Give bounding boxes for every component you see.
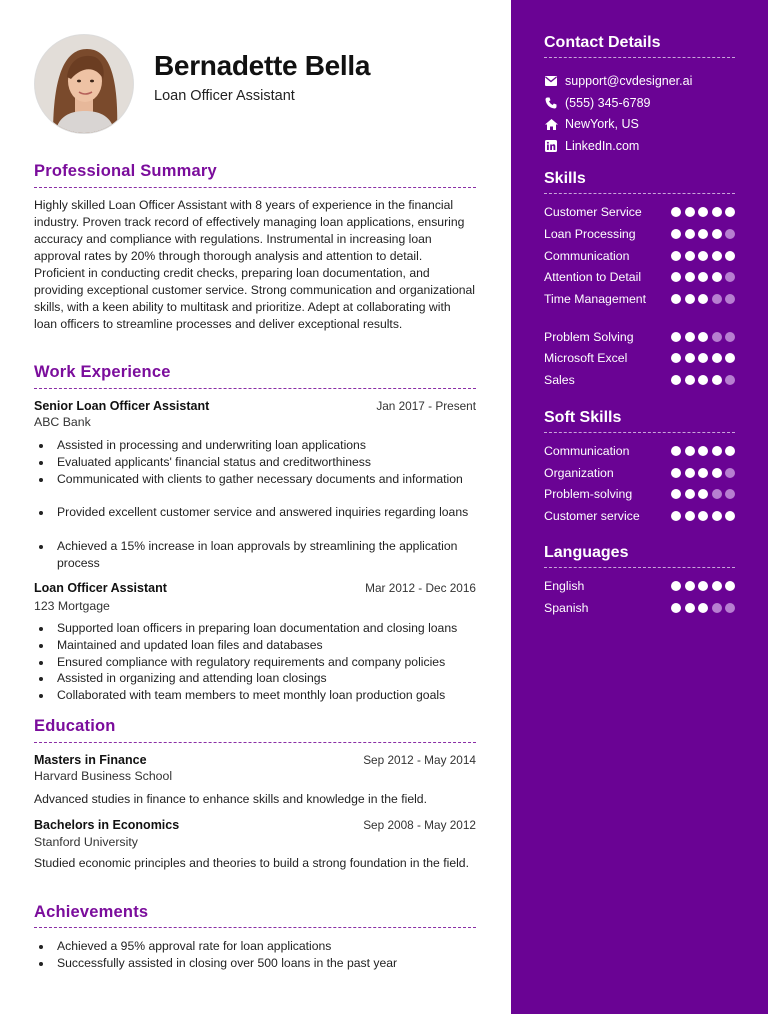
soft-skill-rating [671, 446, 735, 456]
rating-dot-filled [685, 332, 695, 342]
rating-dot-filled [712, 229, 722, 239]
skill-rating [671, 375, 735, 385]
profile-photo [35, 35, 134, 134]
degree-title: Masters in Finance [34, 753, 147, 767]
rating-dot-filled [698, 511, 708, 521]
soft-skill-rating [671, 468, 735, 478]
job-title: Loan Officer Assistant [34, 581, 167, 595]
rating-dot-empty [725, 489, 735, 499]
rating-dot-filled [698, 489, 708, 499]
skill-name: Microsoft Excel [544, 351, 628, 365]
contact-heading: Contact Details [544, 34, 661, 51]
achievements-list [57, 938, 477, 972]
degree-description: Studied economic principles and theories to build a strong foundation in the field. [34, 856, 469, 870]
rating-dot-filled [712, 251, 722, 261]
rating-dot-empty [725, 294, 735, 304]
job-dates: Jan 2017 - Present [376, 399, 476, 413]
contact-location [544, 115, 744, 133]
language-rating [671, 581, 735, 591]
job-bullets [57, 620, 477, 704]
skill-rating [671, 294, 735, 304]
skill-rating [671, 332, 735, 342]
skill-rating [671, 207, 735, 217]
rating-dot-filled [712, 375, 722, 385]
rating-dot-filled [698, 603, 708, 613]
soft-skills-divider [544, 432, 735, 433]
languages-heading: Languages [544, 544, 629, 561]
rating-dot-empty [725, 375, 735, 385]
rating-dot-filled [671, 294, 681, 304]
rating-dot-filled [698, 272, 708, 282]
rating-dot-filled [685, 272, 695, 282]
rating-dot-empty [725, 468, 735, 478]
sidebar [511, 0, 768, 1014]
rating-dot-filled [698, 332, 708, 342]
avatar [34, 34, 134, 134]
rating-dot-filled [671, 603, 681, 613]
rating-dot-filled [725, 207, 735, 217]
rating-dot-filled [671, 251, 681, 261]
summary-text: Highly skilled Loan Officer Assistant with 8 years of experience in the financial industry. Proven track record of effectively managing loan applications, ensuring accuracy and compliance with regulations. Instrumental in increasing loan approval rates by 20% through thorough analysis and attention to detail. Proficient in conducting credit checks, preparing loan documentation, and providing exceptional customer service. Strong communication and organizational skills, with a keen ability to multitask and prioritize. Adept at collaborating with loan officers to streamline processes and deliver exceptional results. [34, 198, 476, 331]
school-name: Harvard Business School [34, 769, 173, 783]
list-item: Evaluated applicants' financial status and creditworthiness [57, 454, 477, 471]
experience-divider [34, 388, 476, 389]
skill-row [544, 350, 735, 366]
skill-name: Customer Service [544, 205, 642, 219]
rating-dot-filled [685, 468, 695, 478]
skill-row [544, 204, 735, 220]
list-item: Communicated with clients to gather necessary documents and information [57, 471, 477, 488]
rating-dot-filled [698, 294, 708, 304]
language-row [544, 600, 735, 616]
skill-name: Problem Solving [544, 330, 634, 344]
soft-skill-name: Problem-solving [544, 487, 633, 501]
rating-dot-filled [712, 468, 722, 478]
soft-skill-row [544, 486, 735, 502]
contact-divider [544, 57, 735, 58]
contact-linkedin[interactable] [544, 137, 744, 155]
rating-dot-filled [685, 353, 695, 363]
rating-dot-empty [725, 272, 735, 282]
skill-row [544, 329, 735, 345]
skill-row [544, 248, 735, 264]
language-rating [671, 603, 735, 613]
rating-dot-filled [685, 375, 695, 385]
achievements-divider [34, 927, 476, 928]
rating-dot-filled [685, 446, 695, 456]
job-dates: Mar 2012 - Dec 2016 [365, 581, 476, 595]
job-company: ABC Bank [34, 415, 91, 429]
phone-icon [544, 96, 558, 110]
rating-dot-filled [698, 581, 708, 591]
rating-dot-filled [671, 332, 681, 342]
rating-dot-filled [685, 294, 695, 304]
rating-dot-filled [685, 207, 695, 217]
rating-dot-filled [712, 581, 722, 591]
rating-dot-filled [698, 207, 708, 217]
candidate-name: Bernadette Bella [154, 50, 371, 81]
school-name: Stanford University [34, 835, 138, 849]
rating-dot-filled [698, 353, 708, 363]
languages-divider [544, 567, 735, 568]
achievements-heading: Achievements [34, 903, 149, 921]
list-item: Successfully assisted in closing over 500 loans in the past year [57, 955, 477, 972]
soft-skill-rating [671, 511, 735, 521]
skill-row [544, 291, 735, 307]
language-name: English [544, 579, 585, 593]
rating-dot-filled [671, 272, 681, 282]
rating-dot-filled [712, 446, 722, 456]
rating-dot-filled [671, 446, 681, 456]
email-text: support@cvdesigner.ai [565, 74, 693, 88]
rating-dot-filled [671, 229, 681, 239]
rating-dot-filled [712, 272, 722, 282]
contact-phone[interactable] [544, 94, 744, 112]
skill-row [544, 269, 735, 285]
home-icon [544, 117, 558, 131]
list-item: Collaborated with team members to meet monthly loan production goals [57, 687, 477, 704]
rating-dot-filled [698, 446, 708, 456]
soft-skill-name: Organization [544, 466, 614, 480]
rating-dot-filled [725, 353, 735, 363]
skill-name: Time Management [544, 292, 647, 306]
rating-dot-filled [685, 511, 695, 521]
skill-name: Attention to Detail [544, 270, 642, 284]
list-item: Supported loan officers in preparing loan documentation and closing loans [57, 620, 477, 637]
job-title: Senior Loan Officer Assistant [34, 399, 210, 413]
soft-skill-name: Customer service [544, 509, 640, 523]
rating-dot-filled [725, 581, 735, 591]
experience-heading: Work Experience [34, 363, 171, 381]
rating-dot-filled [685, 603, 695, 613]
rating-dot-filled [698, 251, 708, 261]
soft-skills-heading: Soft Skills [544, 409, 622, 426]
education-heading: Education [34, 717, 116, 735]
rating-dot-filled [725, 446, 735, 456]
skills-divider [544, 193, 735, 194]
list-item: Achieved a 95% approval rate for loan applications [57, 938, 477, 955]
soft-skill-rating [671, 489, 735, 499]
rating-dot-filled [712, 207, 722, 217]
rating-dot-filled [698, 468, 708, 478]
phone-text: (555) 345-6789 [565, 96, 651, 110]
rating-dot-filled [725, 251, 735, 261]
job-company: 123 Mortgage [34, 599, 110, 613]
degree-dates: Sep 2012 - May 2014 [363, 753, 476, 767]
skills-heading: Skills [544, 170, 586, 187]
rating-dot-empty [725, 603, 735, 613]
education-divider [34, 742, 476, 743]
summary-divider [34, 187, 476, 188]
location-text: NewYork, US [565, 117, 639, 131]
list-item: Assisted in organizing and attending loan closings [57, 670, 477, 687]
list-item: Assisted in processing and underwriting loan applications [57, 437, 477, 454]
rating-dot-filled [685, 489, 695, 499]
soft-skill-row [544, 443, 735, 459]
rating-dot-filled [698, 229, 708, 239]
contact-email[interactable] [544, 72, 744, 90]
skill-rating [671, 229, 735, 239]
rating-dot-filled [698, 375, 708, 385]
rating-dot-filled [671, 489, 681, 499]
candidate-role: Loan Officer Assistant [154, 88, 295, 104]
degree-dates: Sep 2008 - May 2012 [363, 818, 476, 832]
skill-rating [671, 353, 735, 363]
rating-dot-filled [712, 511, 722, 521]
rating-dot-filled [671, 468, 681, 478]
job-bullets [57, 437, 477, 572]
skill-rating [671, 272, 735, 282]
rating-dot-filled [671, 207, 681, 217]
linkedin-text: LinkedIn.com [565, 139, 640, 153]
degree-description: Advanced studies in finance to enhance skills and knowledge in the field. [34, 792, 427, 806]
list-item: Ensured compliance with regulatory requirements and company policies [57, 654, 477, 671]
soft-skill-row [544, 465, 735, 481]
language-name: Spanish [544, 601, 589, 615]
list-item: Maintained and updated loan files and databases [57, 637, 477, 654]
rating-dot-filled [671, 353, 681, 363]
rating-dot-filled [685, 229, 695, 239]
skill-name: Loan Processing [544, 227, 636, 241]
rating-dot-empty [712, 294, 722, 304]
degree-title: Bachelors in Economics [34, 818, 180, 832]
rating-dot-empty [712, 603, 722, 613]
rating-dot-filled [725, 511, 735, 521]
rating-dot-filled [712, 353, 722, 363]
soft-skill-row [544, 508, 735, 524]
list-item: Provided excellent customer service and answered inquiries regarding loans [57, 504, 477, 521]
language-row [544, 578, 735, 594]
list-item: Achieved a 15% increase in loan approvals by streamlining the application process [57, 538, 477, 572]
rating-dot-empty [712, 489, 722, 499]
skill-row [544, 226, 735, 242]
linkedin-icon [544, 139, 558, 153]
rating-dot-empty [725, 332, 735, 342]
skill-row [544, 372, 735, 388]
rating-dot-filled [671, 581, 681, 591]
soft-skill-name: Communication [544, 444, 630, 458]
rating-dot-filled [671, 511, 681, 521]
rating-dot-filled [671, 375, 681, 385]
rating-dot-empty [712, 332, 722, 342]
skill-name: Communication [544, 249, 630, 263]
summary-heading: Professional Summary [34, 162, 217, 180]
rating-dot-filled [685, 251, 695, 261]
rating-dot-filled [685, 581, 695, 591]
envelope-icon [544, 74, 558, 88]
skill-rating [671, 251, 735, 261]
skill-name: Sales [544, 373, 575, 387]
rating-dot-empty [725, 229, 735, 239]
